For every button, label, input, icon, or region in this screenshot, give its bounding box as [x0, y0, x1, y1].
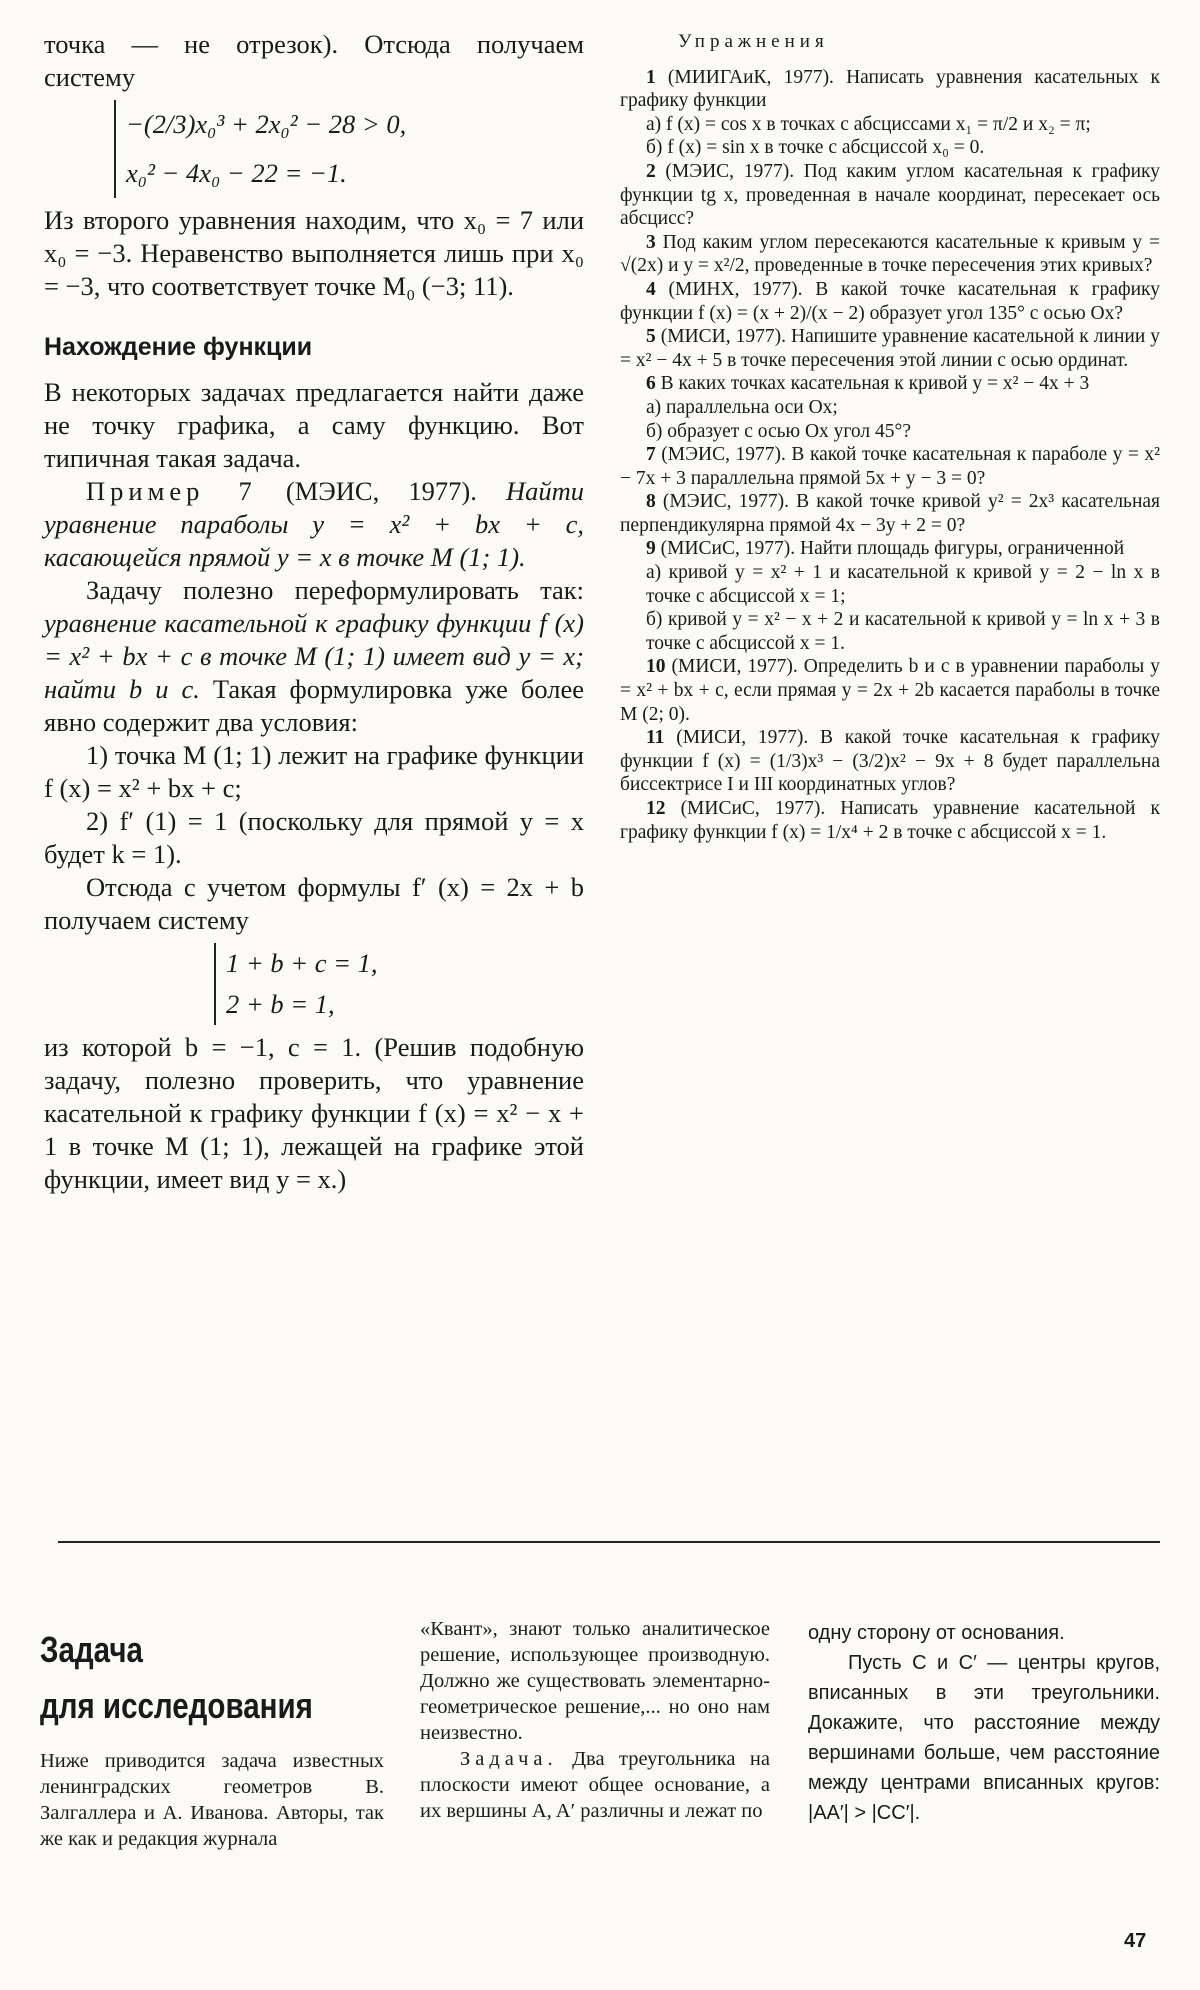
exercise-item: [620, 443, 1160, 490]
exercise-text: б) кривой y = x² − x + 2 и касательной к кривой y = ln x + 3 в точке с абсциссой x = 1.: [646, 609, 1160, 654]
problem-column-3-a: одну сторону от основания.: [808, 1622, 1065, 1644]
exercise-text: (МЭИС, 1977). Под каким углом касательная к графику функции tg x, проведенная в начале координат, пересекает ось абсцисс?: [620, 160, 1161, 230]
exercise-text: а) f (x) = cos x в точках с абсциссами x₁ = π/2 и x₂ = π;: [646, 113, 1091, 135]
exercise-subitem: [620, 113, 1160, 137]
problem-statement-label: Задача.: [460, 1748, 558, 1770]
exercise-number: 3: [646, 231, 656, 253]
problem-column-2-a: «Квант», знают только аналитическое решение, использующее производную. Должно же существовать элементарно-геометрическое решение,... но оно нам неизвестно.: [420, 1618, 770, 1744]
paragraph-2: [44, 574, 584, 739]
example-paragraph: [44, 475, 584, 574]
system-1-eq-2: x₀² − 4x₀ − 22 = −1.: [126, 158, 347, 188]
exercise-number: 7: [646, 444, 656, 466]
exercise-subitem: [620, 136, 1160, 160]
exercise-text: б) образует с осью Ox угол 45°?: [646, 420, 911, 442]
exercise-item: [620, 726, 1160, 797]
intro-paragraph: точка — не отрезок). Отсюда получаем систему: [44, 29, 584, 92]
page-number: 47: [1124, 1930, 1147, 1952]
exercise-subitem: [620, 561, 1160, 608]
exercise-text: (МИСИ, 1977). Определить b и c в уравнении параболы y = x² + bx + c, если прямая y = 2x + 2b касается параболы в точке M (2; 0).: [620, 656, 1160, 725]
left-column: [44, 28, 584, 1196]
exercise-text: а) параллельна оси Ox;: [646, 396, 838, 418]
paragraph-2-b: уравнение касательной к графику функции f (x) = x² + bx + c в точке M (1; 1) имеет вид y = x; найти b и c.: [44, 608, 584, 704]
exercise-text: (МЭИС, 1977). В какой точке кривой y² = 2x³ касательная перпендикулярна прямой 4x − 3y + 2 = 0?: [620, 491, 1161, 536]
paragraph-1: В некоторых задачах предлагается найти даже не точку графика, а саму функцию. Вот типичная такая задача.: [44, 377, 584, 473]
exercise-list: [620, 66, 1160, 845]
problem-title: [40, 1622, 352, 1734]
exercise-item: [620, 231, 1160, 278]
after-system-1: Из второго уравнения находим, что x₀ = 7 или x₀ = −3. Неравенство выполняется лишь при x₀ = −3, что соответствует точке M₀ (−3; 11).: [44, 205, 584, 301]
exercise-item: [620, 797, 1160, 844]
exercise-item: [620, 372, 1160, 396]
section-divider: [58, 1541, 1160, 1543]
exercise-item: [620, 325, 1160, 372]
exercises-heading: Упражнения: [678, 31, 829, 52]
exercise-number: 5: [646, 326, 656, 348]
system-2-eq-2: 2 + b = 1,: [226, 989, 335, 1019]
section-heading: Нахождение функции: [44, 333, 313, 361]
exercise-number: 4: [646, 278, 656, 300]
exercise-text: (МИИГАиК, 1977). Написать уравнения касательных к графику функции: [620, 66, 1160, 112]
exercise-number: 1: [646, 66, 656, 88]
exercise-subitem: [620, 608, 1160, 655]
exercise-text: (МЭИС, 1977). В какой точке касательная к параболе y = x² − 7x + 3 параллельна прямой 5x + y − 3 = 0?: [620, 444, 1161, 489]
problem-column-3: [808, 1618, 1160, 1828]
exercise-number: 10: [646, 656, 666, 678]
problem-statement: [420, 1746, 770, 1824]
exercise-text: б) f (x) = sin x в точке с абсциссой x₀ = 0.: [646, 137, 985, 159]
paragraph-2-c: Такая формулировка уже более явно содержит два условия:: [44, 674, 585, 737]
exercise-item: [620, 537, 1160, 561]
problem-title-line-1: Задача: [40, 1629, 143, 1670]
exercise-text: (МИСиС, 1977). Найти площадь фигуры, ограниченной: [660, 538, 1125, 560]
paragraph-2-a: Задачу полезно переформулировать так:: [86, 575, 584, 605]
exercise-item: [620, 160, 1160, 231]
condition-1: 1) точка M (1; 1) лежит на графике функции f (x) = x² + bx + c;: [44, 740, 584, 803]
exercise-subitem: [620, 420, 1160, 444]
exercise-text: (МИСИ, 1977). В какой точке касательная к графику функции f (x) = (1/3)x³ − (3/2)x² − 9x + 8 будет параллельна биссектрисе I и III координатных углов?: [620, 727, 1160, 796]
exercise-text: (МИНХ, 1977). В какой точке касательная к графику функции f (x) = (x + 2)/(x − 2) образует угол 135° с осью Ox?: [620, 278, 1160, 324]
exercise-text: В каких точках касательная к кривой y = x² − 4x + 3: [660, 373, 1090, 395]
exercise-number: 2: [646, 160, 656, 182]
system-1-eq-1: −(2/3)x₀³ + 2x₀² − 28 > 0,: [126, 109, 407, 139]
exercise-text: (МИСиС, 1977). Написать уравнение касательной к графику функции f (x) = 1/x⁴ + 2 в точке с абсциссой x = 1.: [620, 798, 1161, 843]
example-source: (МЭИС, 1977).: [285, 476, 477, 506]
condition-2: 2) f′ (1) = 1 (поскольку для прямой y = x будет k = 1).: [44, 806, 584, 869]
exercise-subitem: [620, 396, 1160, 420]
exercise-text: (МИСИ, 1977). Напишите уравнение касательной к линии y = x² − 4x + 5 в точке пересечения этой линии с осью ординат.: [620, 326, 1161, 371]
exercise-number: 12: [646, 798, 666, 819]
paragraph-3: Отсюда с учетом формулы f′ (x) = 2x + b получаем систему: [44, 872, 584, 935]
system-1: [114, 100, 584, 198]
exercise-text: а) кривой y = x² + 1 и касательной к кривой y = 2 − ln x в точке с абсциссой x = 1;: [646, 562, 1160, 607]
exercise-item: [620, 66, 1160, 113]
exercise-text: Под каким углом пересекаются касательные к кривым y = √(2x) и y = x²/2, проведенные в точке пересечения этих кривых?: [620, 231, 1160, 277]
exercise-number: 8: [646, 491, 656, 513]
exercise-item: [620, 655, 1160, 726]
exercise-item: [620, 490, 1160, 537]
example-text: Найти уравнение параболы y = x² + bx + c, касающейся прямой y = x в точке M (1; 1).: [44, 476, 585, 572]
example-label: Пример 7: [86, 476, 257, 506]
problem-title-line-2: для исследования: [40, 1685, 313, 1726]
exercises-column: [620, 30, 1160, 844]
problem-statement-text: Два треугольника на плоскости имеют общее основание, а их вершины A, A′ различны и лежат по: [420, 1748, 770, 1822]
problem-column-2: [420, 1616, 770, 1824]
exercise-number: 6: [646, 373, 656, 395]
exercise-number: 11: [646, 727, 665, 749]
problem-column-1: Ниже приводится задача известных ленинградских геометров В. Залгаллера и А. Иванова. Авторы, так же как и редакция журнала: [40, 1750, 384, 1850]
exercise-number: 9: [646, 538, 656, 560]
problem-column-3-b: Пусть C и C′ — центры кругов, вписанных в эти треугольники. Докажите, что расстояние между вершинами больше, чем расстояние между центрами вписанных кругов: |AA′| > |CC′|.: [808, 1652, 1160, 1824]
system-2: [214, 943, 584, 1025]
exercise-item: [620, 278, 1160, 325]
paragraph-4: из которой b = −1, c = 1. (Решив подобную задачу, полезно проверить, что уравнение касательной к графику функции f (x) = x² − x + 1 в точке M (1; 1), лежащей на графике этой функции, имеет вид y = x.): [44, 1032, 584, 1194]
system-2-eq-1: 1 + b + c = 1,: [226, 948, 378, 978]
